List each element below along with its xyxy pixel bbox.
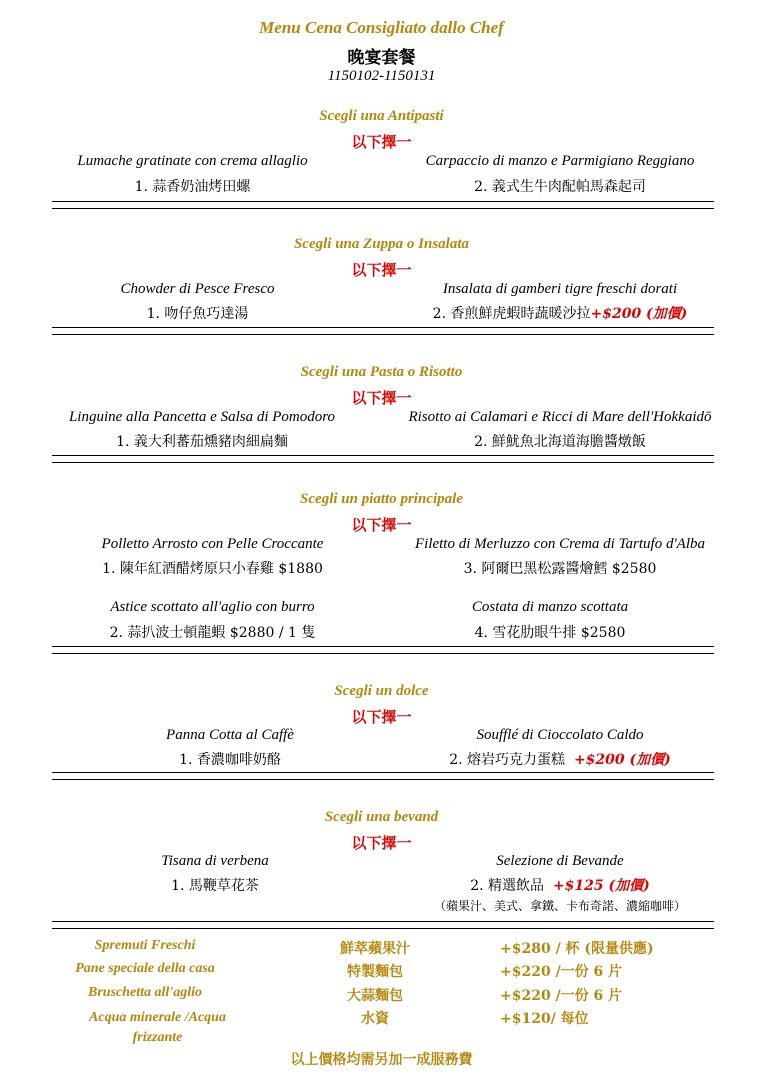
dish-chinese-name: 1. 陳年紅酒醋烤原只小春雞 $1880 <box>102 561 323 577</box>
section-title: Scegli una Pasta o Risotto <box>300 364 463 380</box>
dish-italian-name: Carpaccio di manzo e Parmigiano Reggiano <box>425 153 695 169</box>
service-charge-note: 以上價格均需另加一成服務費 <box>290 1052 473 1068</box>
menu-title: Menu Cena Consigliato dallo Chef <box>259 18 504 37</box>
dish-chinese-name: 2. 鮮魷魚北海道海膽醬燉飯 <box>474 434 646 450</box>
dish-chinese-name <box>400 749 720 769</box>
dish-chinese-name <box>400 875 720 895</box>
dish-italian-name: Costata di manzo scottata <box>471 599 629 615</box>
dish-italian-name: Astice scottato all'aglio con burro <box>110 599 315 615</box>
section-title: Scegli una bevand <box>324 809 439 825</box>
dish-chinese-name: 1. 吻仔魚巧達湯 <box>146 306 249 322</box>
extra-chinese-name: 鮮萃蘋果汁 <box>340 941 410 957</box>
dish-italian-name: Chowder di Pesce Fresco <box>120 281 275 297</box>
dish-italian-name: Selezione di Bevande <box>496 853 624 869</box>
dish-chinese-name: 1. 蒜香奶油烤田螺 <box>134 179 251 195</box>
extra-italian-name: Bruschetta all'aglio <box>88 985 202 1000</box>
dish-italian-name: Filetto di Merluzzo con Crema di Tartufo d'Alba <box>414 536 706 552</box>
extra-price: +$220 /一份 6 片 <box>500 988 623 1004</box>
dish-chinese-name: 1. 香濃咖啡奶酪 <box>179 752 281 768</box>
section-divider <box>52 921 714 929</box>
dish-chinese-label: 2. 香煎鮮虎蝦時蔬暖沙拉 <box>432 306 591 322</box>
dish-italian-name: Linguine alla Pancetta e Salsa di Pomodoro <box>68 409 336 425</box>
beverage-note: （蘋果汁、美式、拿鐵、卡布奇諾、濃縮咖啡） <box>433 899 686 913</box>
section-divider <box>52 772 714 780</box>
dish-chinese-name: 4. 雪花肋眼牛排 $2580 <box>474 625 626 641</box>
surcharge-label: +$200 (加價) <box>590 306 688 322</box>
dish-chinese-name <box>405 303 715 323</box>
extra-italian-name: Spremuti Freschi <box>94 938 196 953</box>
dish-chinese-name: 1. 馬鞭草花茶 <box>171 878 259 894</box>
dish-chinese-name: 1. 義大利蕃茄燻豬肉細扁麵 <box>116 434 288 450</box>
extra-chinese-name: 特製麵包 <box>347 964 403 980</box>
section-title: Scegli una Zuppa o Insalata <box>293 236 470 252</box>
section-divider <box>52 455 714 463</box>
dish-chinese-label: 2. 精選飲品 <box>470 878 545 894</box>
dish-italian-name: Polletto Arrosto con Pelle Croccante <box>101 536 324 552</box>
surcharge-label: +$125 (加價) <box>552 878 650 894</box>
dish-italian-name: Tisana di verbena <box>161 853 269 869</box>
choose-one-label: 以下擇一 <box>351 261 412 279</box>
dish-chinese-label: 2. 熔岩巧克力蛋糕 <box>449 752 566 768</box>
dish-chinese-name: 2. 義式生牛肉配帕馬森起司 <box>474 179 646 195</box>
surcharge-label: +$200 (加價) <box>573 752 671 768</box>
dish-italian-name: Lumache gratinate con crema allaglio <box>77 153 308 169</box>
section-divider <box>52 201 714 209</box>
dish-italian-name: Insalata di gamberi tigre freschi dorati <box>442 281 678 297</box>
extra-price: +$280 / 杯 (限量供應) <box>500 941 654 957</box>
extra-chinese-name: 水資 <box>361 1011 389 1027</box>
section-title: Scegli un dolce <box>334 683 429 699</box>
section-title: Scegli una Antipasti <box>319 108 444 124</box>
choose-one-label: 以下擇一 <box>351 389 412 407</box>
extra-chinese-name: 大蒜麵包 <box>347 988 403 1004</box>
dish-italian-name: Panna Cotta al Caffè <box>166 727 294 743</box>
extra-price: +$220 /一份 6 片 <box>500 964 623 980</box>
dish-chinese-name: 2. 蒜扒波士頓龍蝦 $2880 / 1 隻 <box>109 625 316 641</box>
date-range: 1150102-1150131 <box>327 68 436 84</box>
choose-one-label: 以下擇一 <box>351 834 412 852</box>
dish-italian-name: Risotto ai Calamari e Ricci di Mare dell'Hokkaidō <box>408 409 712 425</box>
menu-subtitle: 晚宴套餐 <box>347 48 416 68</box>
section-divider <box>52 646 714 654</box>
section-divider <box>52 327 714 335</box>
dish-chinese-name: 3. 阿爾巴黑松露醬燴鱈 $2580 <box>463 561 657 577</box>
section-title: Scegli un piatto principale <box>300 491 463 507</box>
extra-price: +$120/ 每位 <box>500 1011 589 1027</box>
choose-one-label: 以下擇一 <box>351 708 412 726</box>
extra-italian-name: Acqua minerale /Acqua frizzante <box>89 1010 226 1045</box>
dish-italian-name: Soufflé di Cioccolato Caldo <box>476 727 644 743</box>
choose-one-label: 以下擇一 <box>351 516 412 534</box>
choose-one-label: 以下擇一 <box>351 133 412 151</box>
extra-italian-name: Pane speciale della casa <box>75 961 215 976</box>
